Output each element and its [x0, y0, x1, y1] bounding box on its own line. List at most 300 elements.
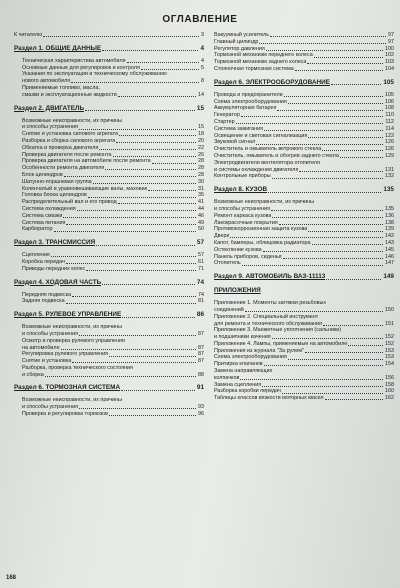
dot-leader	[109, 415, 196, 416]
toc-page-number: 135	[383, 186, 394, 194]
toc-entry-title: ПРИЛОЖЕНИЯ	[214, 287, 261, 295]
dot-leader	[51, 256, 196, 257]
dot-leader	[85, 110, 195, 111]
toc-entry-title: Указания по эксплуатации и техническому обслуживанию	[22, 71, 167, 78]
toc-entry-title: Раздел 2. ДВИГАТЕЛЬ	[14, 104, 85, 112]
toc-entry	[214, 66, 394, 73]
toc-page-number: 81	[198, 298, 204, 305]
toc-page-number: 30	[198, 178, 204, 185]
toc-section-heading	[214, 79, 394, 87]
toc-page-number: 88	[198, 371, 204, 378]
toc-entry	[14, 118, 204, 125]
toc-entry-title: Тормозной механизм заднего колеса	[214, 59, 307, 66]
dot-leader	[299, 171, 383, 172]
dot-leader	[242, 265, 383, 266]
dot-leader	[340, 157, 383, 158]
toc-entry-title: Замена сцепления	[214, 381, 262, 388]
toc-entry-title: смазки и эксплуатационные жидкости	[22, 91, 117, 98]
toc-entry-title: Коробка передач	[22, 258, 65, 265]
dot-leader	[148, 190, 196, 191]
toc-page-number: 100	[385, 45, 394, 52]
toc-page-number: 126	[385, 139, 394, 146]
toc-entry	[14, 331, 204, 338]
toc-entry	[214, 240, 394, 247]
toc-page-number: 97	[388, 32, 394, 38]
dot-leader	[127, 62, 199, 63]
toc-entry-title: Главный цилиндр	[214, 38, 259, 45]
dot-leader	[72, 362, 196, 363]
toc-page-number: 86	[196, 311, 204, 319]
dot-leader	[268, 192, 381, 193]
toc-page-number: 20	[198, 137, 204, 144]
toc-entry	[214, 300, 394, 307]
toc-entry-title: Приложение 2. Специальный инструмент	[214, 313, 319, 320]
toc-page-number: 15	[196, 104, 204, 112]
toc-page-number: 31	[198, 185, 204, 192]
toc-entry-title: Раздел 5. РУЛЕВОЕ УПРАВЛЕНИЕ	[14, 311, 122, 319]
toc-entry	[14, 351, 204, 358]
toc-entry	[14, 199, 204, 206]
toc-entry	[14, 172, 204, 179]
toc-entry	[214, 126, 394, 133]
toc-entry-title: Основные данные для регулировок и контроля	[22, 64, 140, 71]
toc-entry-title: Карбюратор	[22, 226, 53, 233]
toc-entry	[214, 59, 394, 66]
toc-section-heading	[14, 105, 204, 113]
toc-entry-title: Проверка и регулировка тормозов	[22, 411, 108, 418]
toc-entry	[14, 78, 204, 85]
toc-entry-title: Приложение 1. Моменты затяжки резьбовых	[214, 300, 327, 307]
toc-entry	[14, 58, 204, 65]
toc-page-number: 150	[385, 306, 394, 313]
dot-leader	[66, 263, 196, 264]
toc-entry-title: Очиститель и омыватель ветрового стекла	[214, 146, 322, 153]
toc-page-number: 93	[198, 404, 204, 411]
dot-leader	[66, 303, 196, 304]
toc-page-number: 61	[198, 258, 204, 265]
toc-page-number: 35	[198, 192, 204, 199]
toc-entry-title: Остекление кузова	[214, 246, 262, 253]
toc-page-number: 110	[385, 112, 394, 119]
toc-entry-title: Распределительный вал и его привод	[22, 199, 117, 206]
toc-page-number: 142	[385, 233, 394, 240]
toc-entry	[214, 314, 394, 321]
toc-entry	[14, 365, 204, 372]
toc-page-number: 152	[385, 334, 394, 341]
toc-entry	[214, 146, 394, 153]
dot-leader	[61, 349, 196, 350]
dot-leader	[93, 183, 196, 184]
toc-entry-title: и способы устранения	[22, 404, 79, 411]
toc-page-number: 4	[200, 44, 204, 52]
toc-entry-title: Осмотр и проверка рулевого управления	[22, 337, 125, 344]
toc-entry	[214, 39, 394, 46]
toc-section-heading	[214, 186, 394, 194]
toc-entry	[214, 348, 394, 355]
dot-leader	[256, 144, 383, 145]
toc-entry	[214, 133, 394, 140]
toc-page-number: 14	[198, 91, 204, 98]
toc-page-number: 102	[385, 52, 394, 59]
toc-entry-title: Провода и предохранители	[214, 91, 283, 98]
dot-leader	[141, 69, 199, 70]
dot-leader	[236, 123, 384, 124]
dot-leader	[288, 103, 383, 104]
toc-page-number: 160	[385, 388, 394, 395]
toc-page-number: 129	[385, 152, 394, 159]
toc-entry-title: Проверка двигателя на автомобиле после ремонта	[22, 158, 151, 165]
toc-page-number: 71	[198, 265, 204, 272]
dot-leader	[88, 197, 196, 198]
toc-page-number: 28	[198, 171, 204, 178]
dot-leader	[266, 50, 383, 51]
toc-entry-title: Раздел 8. КУЗОВ	[214, 186, 268, 194]
toc-entry-title: Раздел 6. ТОРМОЗНАЯ СИСТЕМА	[14, 384, 121, 392]
dot-leader	[96, 245, 195, 246]
dot-leader	[308, 231, 383, 232]
toc-entry-title: Шатунно-поршневая группа	[22, 178, 92, 185]
dot-leader	[102, 284, 195, 285]
toc-entry-title: и подшипники качения	[214, 334, 271, 341]
toc-entry	[214, 52, 394, 59]
dot-leader	[116, 142, 196, 143]
toc-entry	[14, 266, 204, 273]
toc-entry-title: и способы устранения	[22, 124, 79, 131]
toc-entry-title: Раздел 3. ТРАНСМИССИЯ	[14, 239, 96, 247]
toc-entry	[214, 233, 394, 240]
toc-entry-title: Снятие и установка	[22, 358, 72, 365]
toc-entry	[14, 158, 204, 165]
toc-entry	[214, 254, 394, 261]
toc-page-number: 126	[385, 146, 394, 153]
toc-page-number: 105	[383, 78, 394, 86]
dot-leader	[270, 36, 386, 37]
dot-leader	[348, 345, 383, 346]
toc-entry	[14, 213, 204, 220]
toc-entry-title: Снятие и установка силового агрегата	[22, 131, 118, 138]
toc-entry	[214, 32, 394, 39]
toc-entry	[214, 307, 394, 314]
toc-page-number: 138	[385, 219, 394, 226]
toc-entry	[214, 260, 394, 267]
toc-page-number: 97	[388, 38, 394, 45]
toc-entry	[14, 131, 204, 138]
toc-entry	[214, 220, 394, 227]
toc-entry-title: и способы устранения	[22, 330, 79, 337]
toc-entry-title: Раздел 9. АВТОМОБИЛЬ ВАЗ-11113	[214, 273, 326, 281]
toc-entry-title: Стояночная тормозная система	[214, 65, 294, 72]
toc-entry	[214, 368, 394, 375]
toc-page-number: 108	[385, 105, 394, 112]
dot-leader	[325, 399, 383, 400]
toc-entry	[14, 65, 204, 72]
toc-entry	[214, 388, 394, 395]
toc-page-number: 145	[385, 246, 394, 253]
toc-entry	[14, 298, 204, 305]
toc-left-column	[14, 32, 204, 418]
toc-entry	[214, 341, 394, 348]
toc-entry-title: и способы устранения	[214, 205, 271, 212]
toc-entry	[214, 99, 394, 106]
toc-page-number: 57	[198, 252, 204, 259]
dot-leader	[79, 408, 196, 409]
toc-entry-title: Разборка, проверка технического состояния	[22, 364, 133, 371]
toc-page-number: 26	[198, 151, 204, 158]
dot-leader	[331, 84, 381, 85]
toc-entry	[214, 247, 394, 254]
toc-page-number: 147	[385, 260, 394, 267]
toc-section-heading	[14, 239, 204, 247]
toc-entry-title: Система питания	[22, 219, 66, 226]
toc-entry-title: Схема электрооборудования	[214, 98, 287, 105]
toc-entry	[14, 32, 204, 39]
dot-leader	[263, 251, 383, 252]
toc-page-number: 18	[198, 131, 204, 138]
toc-section-heading	[214, 273, 394, 281]
toc-entry	[14, 411, 204, 418]
dot-leader	[245, 311, 383, 312]
dot-leader	[72, 296, 196, 297]
toc-page-number: 114	[385, 125, 394, 132]
toc-page-number: 136	[385, 212, 394, 219]
page-title: ОГЛАВЛЕНИЕ	[162, 14, 238, 25]
toc-entry-title: Проверка двигателя после ремонта	[22, 151, 112, 158]
toc-page-number: 143	[385, 239, 394, 246]
dot-leader	[54, 231, 196, 232]
toc-entry	[14, 138, 204, 145]
dot-leader	[119, 135, 196, 136]
toc-entry	[14, 165, 204, 172]
toc-page-number: 96	[198, 411, 204, 418]
toc-page-number: 74	[196, 278, 204, 286]
dot-leader	[122, 317, 195, 318]
toc-entry-title: Возможные неисправности, их причины	[22, 324, 123, 331]
dot-leader	[283, 258, 383, 259]
dot-leader	[64, 176, 196, 177]
toc-entry	[214, 327, 394, 334]
toc-section-heading	[14, 45, 204, 53]
dot-leader	[113, 156, 196, 157]
toc-page-number: 74	[198, 291, 204, 298]
toc-entry-title: Вакуумный усилитель	[214, 32, 270, 38]
toc-page-number: 105	[385, 91, 394, 98]
toc-entry-title: Притирка клапанов	[214, 361, 263, 368]
toc-entry	[14, 92, 204, 99]
toc-page-number: 158	[385, 381, 394, 388]
toc-page-number: 135	[385, 205, 394, 212]
toc-entry	[14, 124, 204, 131]
toc-entry	[214, 395, 394, 402]
dot-leader	[282, 393, 383, 394]
toc-entry	[214, 206, 394, 213]
dot-leader	[79, 335, 196, 336]
toc-entry	[14, 404, 204, 411]
toc-entry-title: Возможные неисправности, их причины	[22, 397, 123, 404]
toc-entry-title: Ремонт каркаса кузова	[214, 212, 272, 219]
dot-leader	[118, 96, 196, 97]
toc-entry-title: Разборка и сборка силового агрегата	[22, 137, 116, 144]
toc-entry-title: Контрольные приборы	[214, 173, 271, 180]
toc-page-number: 91	[196, 384, 204, 392]
toc-entry-title: соединений	[214, 306, 244, 313]
toc-entry-title: Применяемые топливо, масла,	[22, 84, 100, 91]
toc-entry	[14, 252, 204, 259]
toc-page-number: 87	[198, 330, 204, 337]
toc-entry-title: Освещение и световая сигнализация	[214, 132, 308, 139]
toc-page-number: 139	[385, 226, 394, 233]
toc-page-number: 152	[385, 340, 394, 347]
dot-leader	[79, 129, 196, 130]
toc-entry-title: Возможные неисправности, их причины	[22, 117, 123, 124]
dot-leader	[277, 110, 383, 111]
toc-entry-title: Противокоррозионная защита кузова	[214, 226, 308, 233]
dot-leader	[240, 379, 383, 380]
toc-page-number: 44	[198, 205, 204, 212]
toc-page-number: 28	[198, 158, 204, 165]
toc-entry	[214, 46, 394, 53]
toc-entry-title: Головка блока цилиндров	[22, 192, 87, 199]
toc-entry-title: Раздел 1. ОБЩИЕ ДАННЫЕ	[14, 44, 102, 52]
dot-leader	[99, 149, 196, 150]
toc-entry	[14, 259, 204, 266]
dot-leader	[105, 169, 196, 170]
toc-entry	[14, 206, 204, 213]
toc-entry-title: Коленчатый и уравновешивающие валы, маховик	[22, 185, 147, 192]
dot-leader	[264, 365, 383, 366]
toc-entry-title: Схема электрооборудования	[214, 354, 287, 361]
toc-entry-title: и системы охлаждения двигателя	[214, 166, 299, 173]
toc-entry	[14, 152, 204, 159]
dot-leader	[43, 36, 199, 37]
toc-entry	[14, 226, 204, 233]
toc-entry-title: Задняя подвеска	[22, 298, 65, 305]
toc-entry-title: Капот, бамперы, облицовка радиатора	[214, 239, 311, 246]
dot-leader	[272, 217, 383, 218]
toc-entry-title: Таблицы классов вязкости моторных масел	[214, 395, 324, 402]
toc-entry	[214, 226, 394, 233]
toc-page-number: 162	[385, 395, 394, 402]
toc-page-number: 49	[198, 219, 204, 226]
toc-entry	[214, 361, 394, 368]
toc-entry	[214, 213, 394, 220]
toc-entry	[214, 173, 394, 180]
toc-entry	[214, 321, 394, 328]
toc-entry-title: Приложение 3. Манжетные уплотнения (сальники)	[214, 327, 342, 334]
toc-entry	[14, 324, 204, 331]
dot-leader	[288, 359, 383, 360]
dot-leader	[271, 210, 383, 211]
toc-page-number: 131	[385, 166, 394, 173]
toc-entry	[14, 186, 204, 193]
dot-leader	[259, 43, 386, 44]
dot-leader	[77, 210, 196, 211]
dot-leader	[284, 96, 383, 97]
toc-entry-title: колпачков	[214, 374, 240, 381]
toc-entry-title: Очиститель, омыватель и обогрев заднего стекла	[214, 152, 339, 159]
toc-page-number: 112	[385, 118, 394, 125]
toc-entry-title: Приложения из журнала "За рулем"	[214, 347, 304, 354]
toc-entry-title: Особенности ремонта двигателя	[22, 165, 105, 172]
toc-entry	[214, 92, 394, 99]
toc-page-number: 15	[198, 124, 204, 131]
toc-entry-title: нового автомобиля	[22, 78, 71, 85]
toc-entry-title: и сборка	[22, 371, 44, 378]
toc-entry-title: Отопитель	[214, 260, 241, 267]
toc-page-number: 87	[198, 351, 204, 358]
toc-entry	[14, 71, 204, 78]
toc-page-number: 153	[385, 347, 394, 354]
toc-entry	[214, 375, 394, 382]
toc-page-number: 46	[198, 212, 204, 219]
dot-leader	[272, 178, 383, 179]
toc-entry	[214, 119, 394, 126]
dot-leader	[279, 224, 383, 225]
toc-entry-title: Генератор	[214, 112, 240, 119]
toc-entry-title: Блок цилиндров	[22, 171, 63, 178]
toc-entry-title: Электродвигатели вентилятора отопителя	[214, 159, 320, 166]
dot-leader	[295, 70, 383, 71]
toc-entry	[214, 112, 394, 119]
dot-leader	[323, 325, 383, 326]
toc-page-number: 106	[385, 98, 394, 105]
toc-page-number: 8	[201, 78, 204, 85]
dot-leader	[230, 237, 383, 238]
toc-section-heading	[14, 279, 204, 287]
toc-entry	[14, 192, 204, 199]
dot-leader	[66, 224, 196, 225]
toc-entry	[214, 153, 394, 160]
toc-entry-title: Разборка коробки передач	[214, 388, 281, 395]
dot-leader	[63, 217, 196, 218]
toc-page-number: 104	[385, 65, 394, 72]
toc-entry-title: Передняя подвеска	[22, 291, 72, 298]
page-number: 168	[6, 575, 17, 581]
toc-entry-title: Раздел 4. ХОДОВАЯ ЧАСТЬ	[14, 278, 102, 286]
toc-page-number: 57	[196, 239, 204, 247]
toc-page-number: 87	[198, 358, 204, 365]
toc-page-number: 149	[383, 273, 394, 281]
toc-entry-title: Приложение 4. Лампы, применяемые на автомобиле	[214, 340, 348, 347]
dot-leader	[308, 137, 383, 138]
toc-entry-title: Раздел 6. ЭЛЕКТРООБОРУДОВАНИЕ	[214, 78, 330, 86]
toc-page-number: 50	[198, 226, 204, 233]
toc-section-heading	[14, 384, 204, 392]
dot-leader	[71, 82, 199, 83]
toc-entry	[14, 220, 204, 227]
toc-page-number: 156	[385, 374, 394, 381]
toc-page-number: 3	[201, 32, 204, 38]
toc-page-number: 22	[198, 144, 204, 151]
toc-entry	[214, 139, 394, 146]
dot-leader	[118, 203, 196, 204]
dot-leader	[307, 63, 383, 64]
toc-entry-title: Приводы передних колес	[22, 265, 86, 272]
toc-entry	[214, 354, 394, 361]
toc-page-number: 132	[385, 173, 394, 180]
dot-leader	[272, 338, 383, 339]
toc-page-number: 28	[198, 165, 204, 172]
toc-entry-title: Регулировка рулевого управления	[22, 351, 109, 358]
toc-page-number: 153	[385, 354, 394, 361]
toc-entry-title: Техническая характеристика автомобиля	[22, 57, 126, 64]
toc-entry	[14, 292, 204, 299]
toc-entry	[14, 179, 204, 186]
toc-entry-title: Стартер	[214, 118, 235, 125]
toc-entry-title: Система охлаждения	[22, 205, 76, 212]
toc-entry	[214, 382, 394, 389]
toc-entry	[214, 199, 394, 206]
toc-page-number: 103	[385, 59, 394, 66]
